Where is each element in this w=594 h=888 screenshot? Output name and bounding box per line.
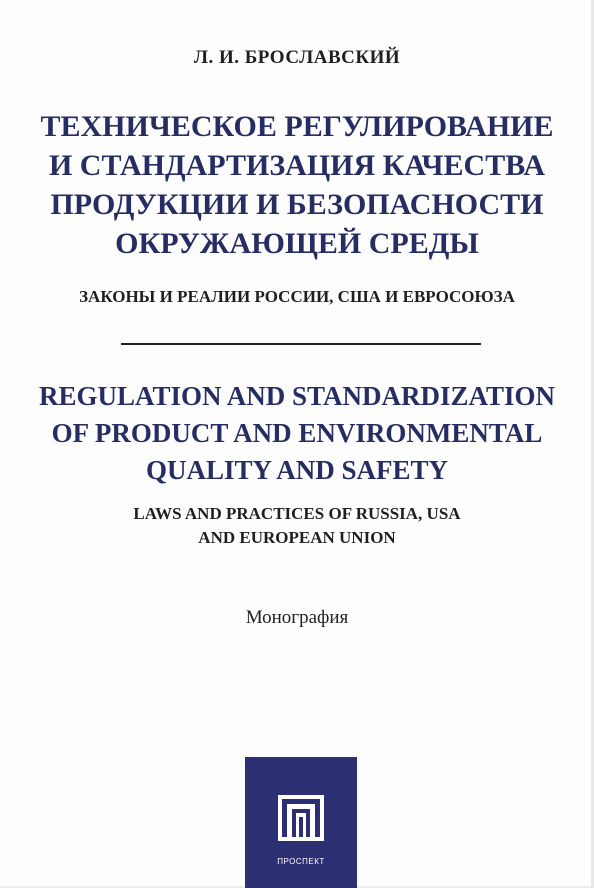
title-ru-line: И СТАНДАРТИЗАЦИЯ КАЧЕСТВА (48, 149, 546, 182)
title-en-line: OF PRODUCT AND ENVIRONMENTAL (51, 418, 543, 448)
title-ru-line: ПРОДУКЦИИ И БЕЗОПАСНОСТИ (50, 188, 544, 221)
title-russian (0, 107, 594, 263)
title-en-line: REGULATION AND STANDARDIZATION (38, 381, 556, 411)
subtitle-en-line: LAWS AND PRACTICES OF RUSSIA, USA (133, 504, 461, 523)
subtitle-russian: ЗАКОНЫ И РЕАЛИИ РОССИИ, США И ЕВРОСОЮЗА (79, 287, 515, 306)
publisher-logo (245, 757, 357, 888)
genre-label: Монография (245, 607, 349, 628)
title-ru-line: ТЕХНИЧЕСКОЕ РЕГУЛИРОВАНИЕ (40, 110, 554, 143)
title-english (0, 378, 594, 489)
author-name: Л. И. БРОСЛАВСКИЙ (193, 47, 401, 68)
title-en-line: QUALITY AND SAFETY (145, 455, 449, 485)
title-ru-line: ОКРУЖАЮЩЕЙ СРЕДЫ (115, 227, 479, 260)
divider-line (121, 343, 481, 345)
publisher-name: ПРОСПЕКТ (277, 857, 325, 866)
publisher-logo-icon (278, 795, 324, 841)
subtitle-en-line: AND EUROPEAN UNION (198, 528, 396, 547)
subtitle-english (0, 502, 594, 550)
